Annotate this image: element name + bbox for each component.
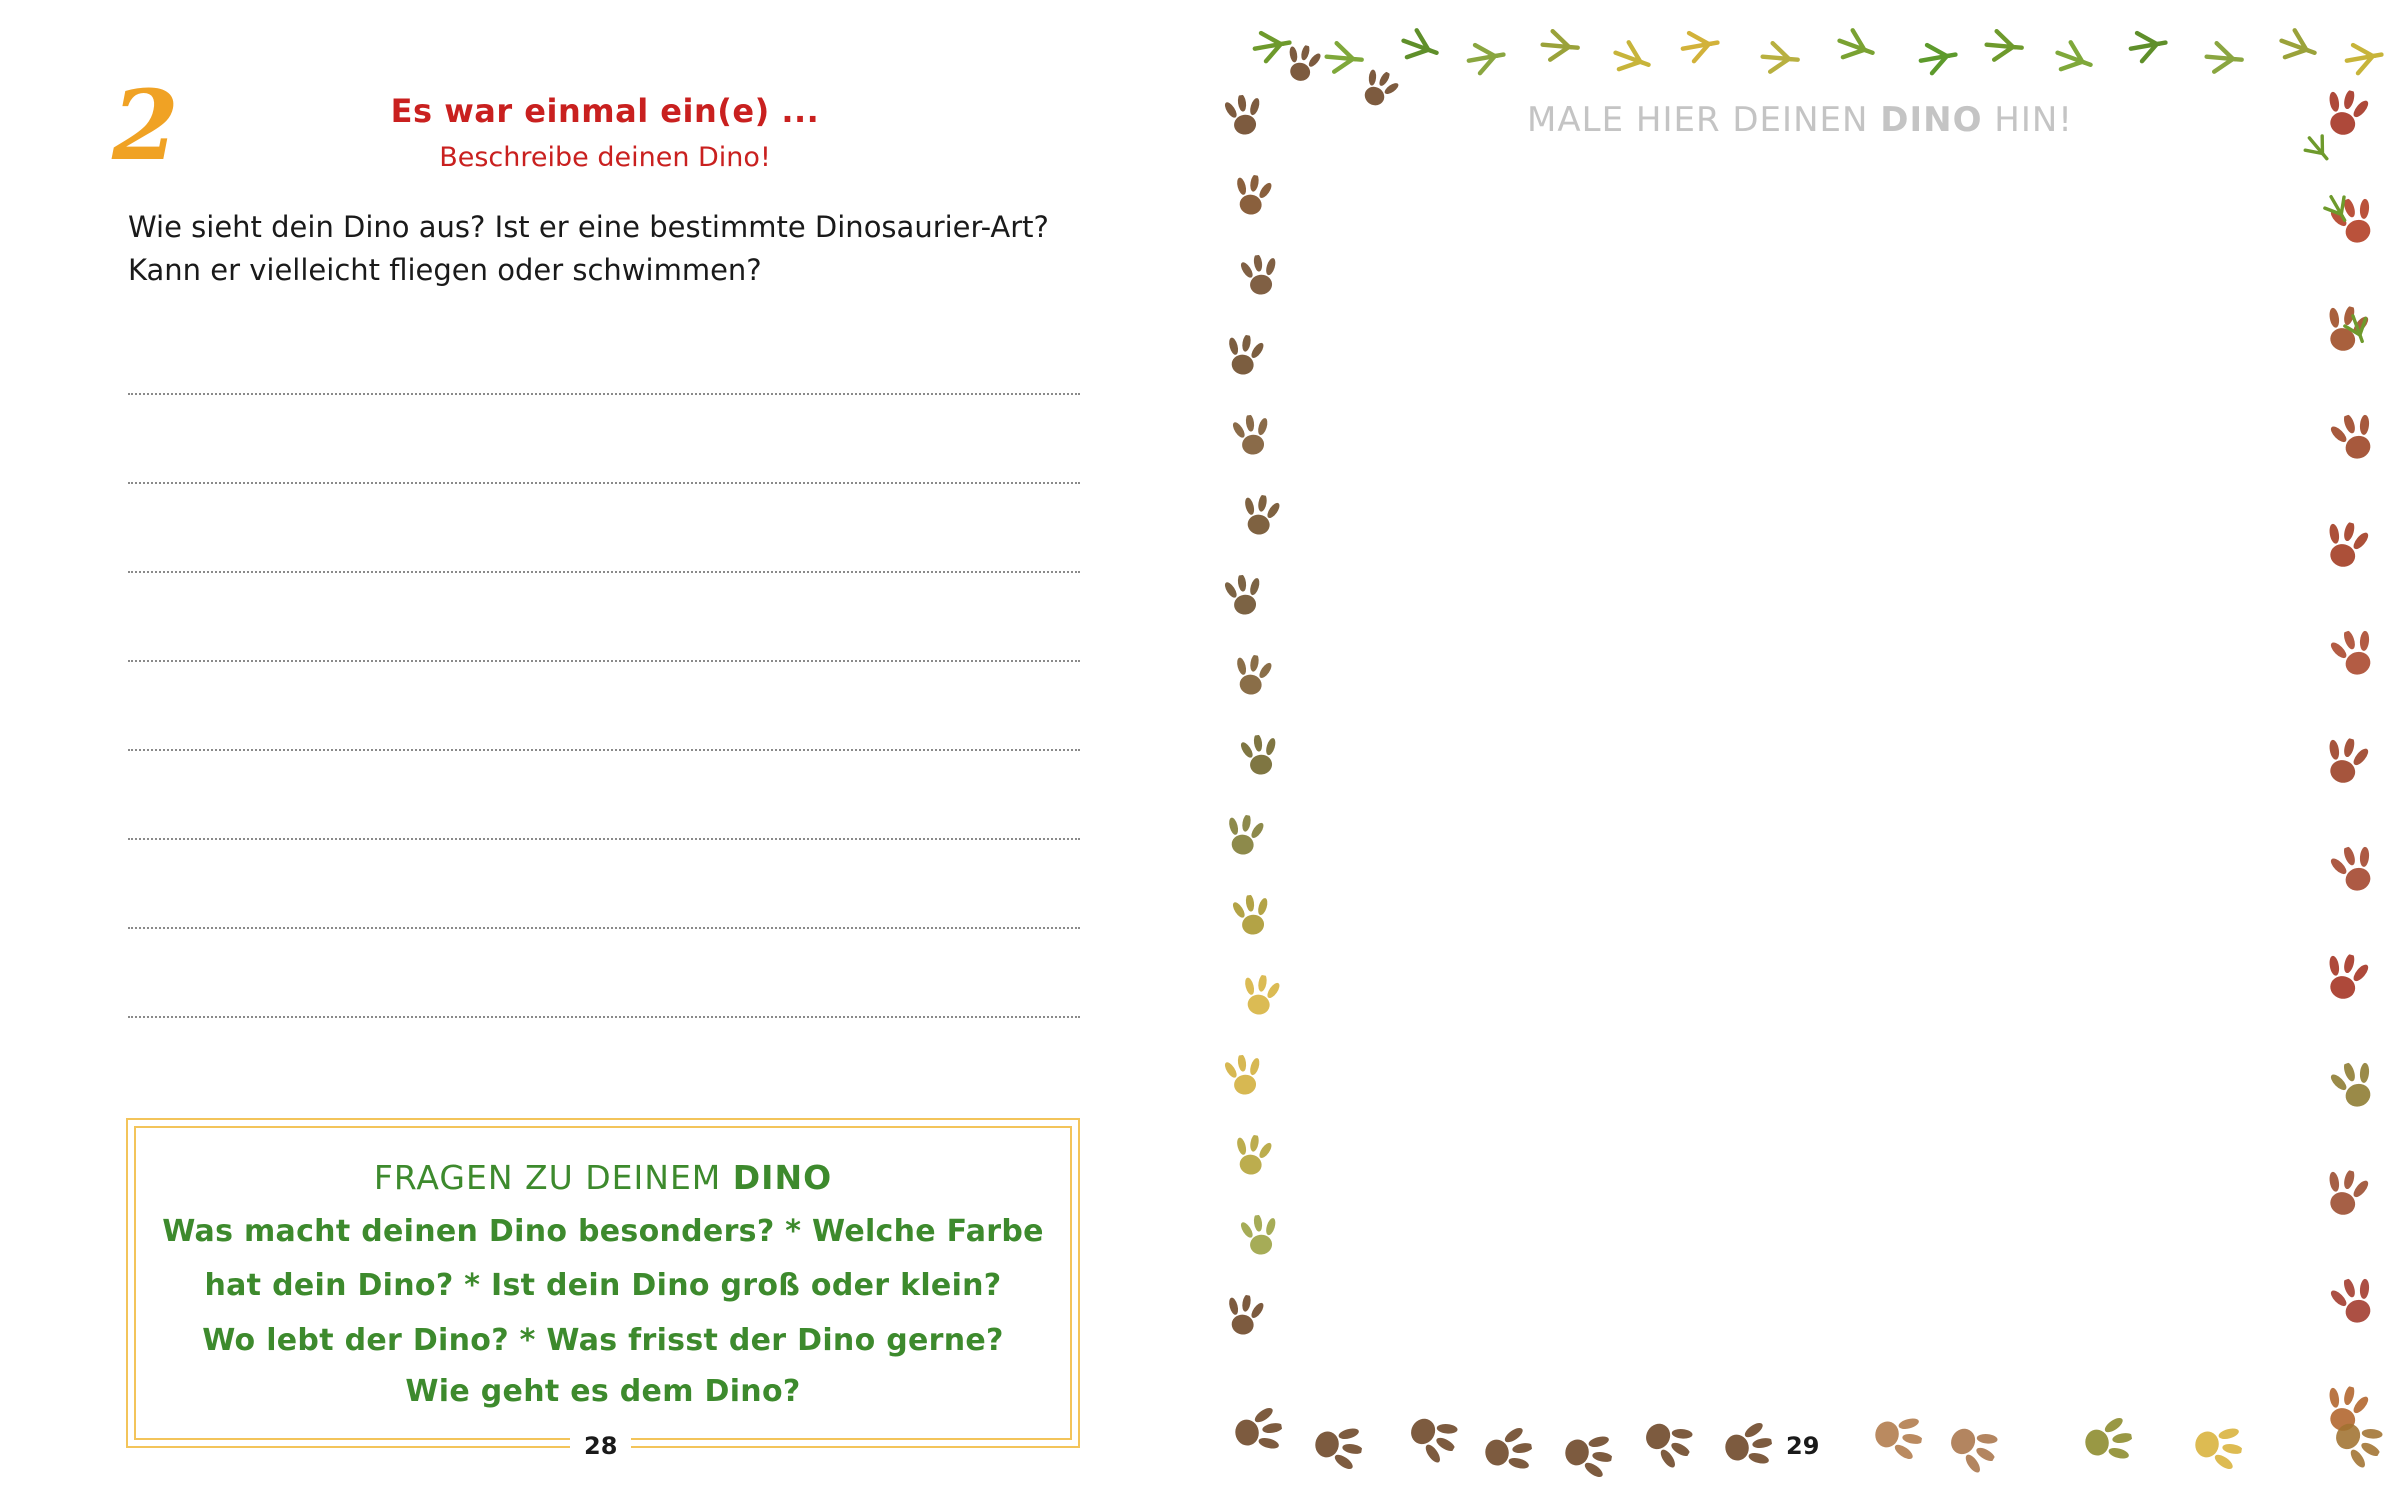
page-number-right: 29 — [1772, 1432, 1833, 1460]
bird-footprint-icon — [2337, 33, 2388, 84]
dino-footprint-icon — [1219, 572, 1269, 622]
questions-box-inner-frame — [134, 1126, 1072, 1440]
dino-footprint-icon — [1227, 1132, 1278, 1183]
question-line-2: Kann er vielleicht fliegen oder schwimmen? — [128, 253, 762, 287]
page-subtitle: Beschreibe deinen Dino! — [439, 142, 771, 173]
questions-box-line-4: Wie geht es dem Dino? — [405, 1374, 801, 1409]
dino-footprint-icon — [2323, 839, 2387, 903]
bird-footprint-icon — [1390, 18, 1446, 74]
writing-line[interactable] — [128, 482, 1080, 484]
questions-box-heading-emphasis: DINO — [732, 1158, 833, 1197]
bird-footprint-icon — [1911, 33, 1962, 84]
dino-footprint-icon — [2314, 516, 2375, 577]
dino-footprint-icon — [1227, 652, 1278, 703]
page-number-left: 28 — [570, 1432, 631, 1460]
dino-footprint-icon — [2323, 1055, 2387, 1119]
dino-footprint-icon — [1219, 812, 1270, 863]
question-line-1: Wie sieht dein Dino aus? Ist er eine bestimmte Dinosaurier-Art? — [128, 210, 1049, 244]
bird-footprint-icon — [2198, 34, 2246, 82]
bird-footprint-icon — [1534, 22, 1582, 70]
dino-footprint-icon — [1219, 1292, 1270, 1343]
questions-box-line-1: Was macht deinen Dino besonders? * Welche Farbe — [162, 1214, 1044, 1249]
dino-footprint-icon — [1630, 1405, 1701, 1476]
right-page — [1200, 0, 2400, 1500]
bird-footprint-icon — [1673, 21, 1724, 72]
dino-footprint-icon — [2314, 948, 2375, 1009]
bird-footprint-icon — [1978, 22, 2026, 70]
dino-footprint-icon — [1395, 1400, 1466, 1471]
dino-footprint-icon — [1476, 1421, 1536, 1481]
dino-footprint-icon — [1278, 41, 1327, 90]
bird-footprint-icon — [2121, 21, 2172, 72]
questions-box-line-2: hat dein Dino? * Ist dein Dino groß oder klein? — [204, 1268, 1002, 1303]
footprint-border — [1200, 0, 2400, 1500]
dino-footprint-icon — [1227, 892, 1277, 942]
dino-footprint-icon — [1227, 412, 1277, 462]
questions-box-heading-prefix: FRAGEN ZU DEINEM — [373, 1158, 722, 1197]
dino-footprint-icon — [2323, 407, 2387, 471]
writing-line[interactable] — [128, 571, 1080, 573]
writing-line[interactable] — [128, 838, 1080, 840]
question-text — [128, 206, 1088, 292]
dino-footprint-icon — [1866, 1406, 1926, 1466]
dino-footprint-icon — [2314, 1164, 2375, 1225]
writing-line[interactable] — [128, 393, 1080, 395]
dino-footprint-icon — [1235, 972, 1286, 1023]
dino-footprint-icon — [1556, 1424, 1616, 1484]
bird-footprint-icon — [1318, 34, 1366, 82]
dino-footprint-icon — [2314, 732, 2375, 793]
dino-footprint-icon — [1227, 172, 1278, 223]
chapter-number: 2 — [112, 69, 179, 182]
dino-footprint-icon — [1226, 1401, 1286, 1461]
bird-footprint-icon — [1754, 34, 1802, 82]
bird-footprint-icon — [1459, 33, 1510, 84]
dino-footprint-icon — [1219, 332, 1270, 383]
dino-footprint-icon — [2323, 623, 2387, 687]
dino-footprint-icon — [1235, 732, 1285, 782]
dino-footprint-icon — [1306, 1416, 1366, 1476]
dino-footprint-icon — [1935, 1410, 2006, 1481]
bird-footprint-icon — [1602, 30, 1658, 86]
drawing-heading-suffix: HIN! — [1994, 100, 2073, 140]
writing-line[interactable] — [128, 1016, 1080, 1018]
questions-box-heading — [136, 1158, 1070, 1197]
writing-line[interactable] — [128, 660, 1080, 662]
dino-footprint-icon — [1219, 1052, 1269, 1102]
questions-box — [126, 1118, 1080, 1448]
bird-footprint-icon — [1826, 18, 1882, 74]
dino-footprint-icon — [1219, 92, 1269, 142]
dino-footprint-icon — [2186, 1416, 2246, 1476]
page-title: Es war einmal ein(e) ... — [390, 92, 820, 130]
dino-footprint-icon — [1235, 1212, 1285, 1262]
dino-footprint-icon — [2076, 1411, 2136, 1471]
dino-footprint-icon — [2323, 1271, 2387, 1335]
dino-footprint-icon — [1235, 252, 1285, 302]
questions-box-line-3: Wo lebt der Dino? * Was frisst der Dino gerne? — [202, 1323, 1004, 1358]
dino-footprint-icon — [1235, 492, 1286, 543]
drawing-heading-emphasis: DINO — [1880, 100, 1983, 140]
bird-footprint-icon — [2044, 30, 2100, 86]
writing-line[interactable] — [128, 749, 1080, 751]
dino-footprint-icon — [1716, 1416, 1776, 1476]
bird-footprint-icon — [2268, 18, 2324, 74]
writing-line[interactable] — [128, 927, 1080, 929]
drawing-heading-prefix: MALE HIER DEINEN — [1527, 100, 1869, 140]
